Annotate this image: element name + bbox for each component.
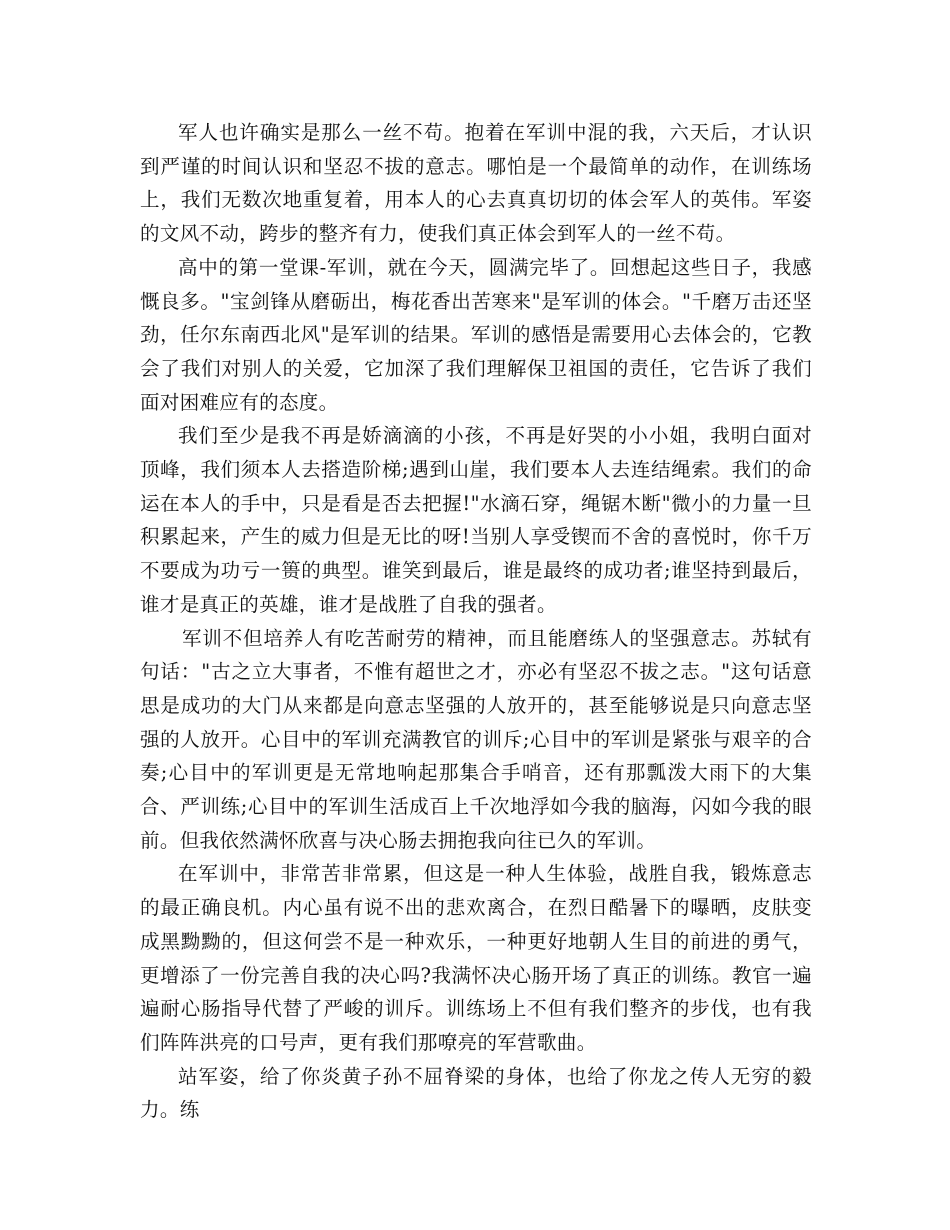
- paragraph-5: 在军训中，非常苦非常累，但这是一种人生体验，战胜自我，锻炼意志的最正确良机。内心虽有说不出的悲欢离合，在烈日酷暑下的曝晒，皮肤变成黑黝黝的，但这何尝不是一种欢乐，一种更好地朝人生目的前进的勇气，更增添了一份完善自我的决心吗?我满怀决心肠开场了真正的训练。教官一遍遍耐心肠指导代替了严峻的训斥。训练场上不但有我们整齐的步伐，也有我们阵阵洪亮的口号声，更有我们那嘹亮的军营歌曲。: [140, 862, 812, 1054]
- document-body: [140, 116, 812, 1127]
- paragraph-3: 我们至少是我不再是娇滴滴的小孩，不再是好哭的小小姐，我明白面对顶峰，我们须本人去搭造阶梯;遇到山崖，我们要本人去连结绳索。我们的命运在本人的手中，只是看是否去把握!"水滴石穿，绳锯木断"微小的力量一旦积累起来，产生的威力但是无比的呀!当别人享受锲而不舍的喜悦时，你千万不要成为功亏一篑的典型。谁笑到最后，谁是最终的成功者;谁坚持到最后，谁才是真正的英雄，谁才是战胜了自我的强者。: [140, 424, 812, 616]
- paragraph-2: 高中的第一堂课-军训，就在今天，圆满完毕了。回想起这些日子，我感慨良多。"宝剑锋从磨砺出，梅花香出苦寒来"是军训的体会。"千磨万击还坚劲，任尔东南西北风"是军训的结果。军训的感悟是需要用心去体会的，它教会了我们对别人的关爱，它加深了我们理解保卫祖国的责任，它告诉了我们面对困难应有的态度。: [140, 255, 812, 414]
- paragraph-4: 军训不但培养人有吃苦耐劳的精神，而且能磨练人的坚强意志。苏轼有句话："古之立大事者，不惟有超世之才，亦必有坚忍不拔之志。"这句话意思是成功的大门从来都是向意志坚强的人放开的，甚至能够说是只向意志坚强的人放开。心目中的军训充满教官的训斥;心目中的军训是紧张与艰辛的合奏;心目中的军训更是无常地响起那集合手哨音，还有那瓢泼大雨下的大集合、严训练;心目中的军训生活成百上千次地浮如今我的脑海，闪如今我的眼前。但我依然满怀欣喜与决心肠去拥抱我向往已久的军训。: [140, 626, 812, 852]
- paragraph-1: 军人也许确实是那么一丝不苟。抱着在军训中混的我，六天后，才认识到严谨的时间认识和坚忍不拔的意志。哪怕是一个最简单的动作，在训练场上，我们无数次地重复着，用本人的心去真真切切的体会军人的英伟。军姿的文风不动，跨步的整齐有力，使我们真正体会到军人的一丝不苟。: [140, 121, 812, 246]
- paragraph-6: 站军姿，给了你炎黄子孙不屈脊梁的身体，也给了你龙之传人无穷的毅力。练: [140, 1064, 812, 1122]
